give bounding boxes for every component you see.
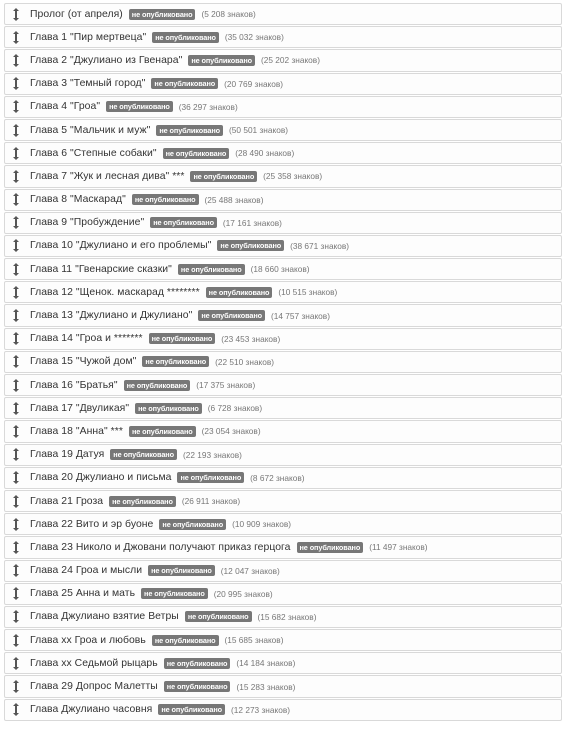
character-count: (35 032 знаков): [224, 32, 284, 43]
drag-handle-icon[interactable]: [12, 610, 20, 624]
chapter-title[interactable]: Глава 3 "Темный город": [30, 78, 146, 90]
status-badge: не опубликовано: [109, 496, 176, 507]
chapter-row-8[interactable]: [4, 165, 562, 187]
chapter-row-24[interactable]: [4, 536, 562, 558]
chapter-row-2[interactable]: [4, 26, 562, 48]
character-count: (17 375 знаков): [196, 380, 256, 391]
drag-handle-icon[interactable]: [12, 262, 20, 276]
drag-handle-icon[interactable]: [12, 680, 20, 694]
chapter-title[interactable]: Глава 2 "Джулиано из Гвенара": [30, 54, 183, 66]
status-badge: не опубликовано: [124, 380, 191, 391]
drag-handle-icon[interactable]: [12, 77, 20, 91]
character-count: (15 682 знаков): [257, 611, 317, 622]
chapter-title[interactable]: Глава 7 "Жук и лесная дива" ***: [30, 170, 185, 182]
status-badge: не опубликовано: [177, 472, 244, 483]
status-badge: не опубликовано: [158, 704, 225, 715]
drag-handle-icon[interactable]: [12, 656, 20, 670]
character-count: (20 995 знаков): [213, 588, 273, 599]
drag-handle-icon[interactable]: [12, 401, 20, 415]
drag-handle-icon[interactable]: [12, 633, 20, 647]
character-count: (20 769 знаков): [224, 78, 284, 89]
chapter-title[interactable]: Глава 25 Анна и мать: [30, 588, 136, 600]
chapter-title[interactable]: Глава 11 "Гвенарские сказки": [30, 263, 172, 275]
status-badge: не опубликовано: [178, 264, 245, 275]
chapter-row-1[interactable]: [4, 3, 562, 25]
chapter-row-13[interactable]: [4, 281, 562, 303]
character-count: (38 671 знаков): [290, 240, 350, 251]
chapter-row-17[interactable]: [4, 374, 562, 396]
chapter-title[interactable]: Глава 24 Гроа и мысли: [30, 565, 143, 577]
character-count: (10 515 знаков): [278, 287, 338, 298]
chapter-title[interactable]: Глава 5 "Мальчик и муж": [30, 124, 151, 136]
status-badge: не опубликовано: [129, 9, 196, 20]
status-badge: не опубликовано: [217, 240, 284, 251]
character-count: (8 672 знаков): [250, 472, 305, 483]
drag-handle-icon[interactable]: [12, 30, 20, 44]
chapter-title[interactable]: Глава 14 "Гроа и *******: [30, 333, 143, 345]
status-badge: не опубликовано: [142, 356, 209, 367]
chapter-title[interactable]: Глава 6 "Степные собаки": [30, 147, 157, 159]
character-count: (12 047 знаков): [220, 565, 280, 576]
chapter-row-14[interactable]: [4, 304, 562, 326]
character-count: (15 685 знаков): [224, 635, 284, 646]
chapter-row-25[interactable]: [4, 560, 562, 582]
chapter-row-26[interactable]: [4, 583, 562, 605]
status-badge: не опубликовано: [190, 171, 257, 182]
chapter-title[interactable]: Глава Джулиано взятие Ветры: [30, 611, 179, 623]
character-count: (10 909 знаков): [232, 519, 292, 530]
status-badge: не опубликовано: [110, 449, 177, 460]
drag-handle-icon[interactable]: [12, 309, 20, 323]
character-count: (5 208 знаков): [201, 9, 256, 20]
chapter-title[interactable]: Глава 29 Допрос Малетты: [30, 681, 158, 693]
status-badge: не опубликовано: [152, 32, 219, 43]
chapter-row-21[interactable]: [4, 467, 562, 489]
chapter-title[interactable]: Глава 4 "Гроа": [30, 101, 101, 113]
character-count: (14 757 знаков): [271, 310, 330, 321]
chapter-row-30[interactable]: [4, 675, 562, 697]
chapter-title[interactable]: Глава 16 "Братья": [30, 379, 118, 391]
character-count: (22 510 знаков): [215, 356, 275, 367]
status-badge: не опубликовано: [159, 519, 226, 530]
chapter-row-6[interactable]: [4, 119, 562, 141]
drag-handle-icon[interactable]: [12, 169, 20, 183]
chapter-title[interactable]: Глава 18 "Анна" ***: [30, 425, 123, 437]
chapter-row-4[interactable]: [4, 73, 562, 95]
chapter-title[interactable]: Глава 12 "Щенок. маскарад ********: [30, 286, 200, 298]
chapter-title[interactable]: Глава 17 "Двуликая": [30, 402, 130, 414]
chapter-title[interactable]: Глава 23 Николо и Джовани получают приказ герцога: [30, 541, 291, 553]
chapter-list: [4, 3, 562, 722]
drag-handle-icon[interactable]: [12, 471, 20, 485]
chapter-title[interactable]: Глава 8 "Маскарад": [30, 194, 126, 206]
status-badge: не опубликовано: [297, 542, 364, 553]
drag-handle-icon[interactable]: [12, 332, 20, 346]
status-badge: не опубликовано: [149, 333, 216, 344]
drag-handle-icon[interactable]: [12, 448, 20, 462]
drag-handle-icon[interactable]: [12, 7, 20, 21]
status-badge: не опубликовано: [152, 635, 219, 646]
chapter-row-23[interactable]: [4, 513, 562, 535]
status-badge: не опубликовано: [164, 658, 231, 669]
status-badge: не опубликовано: [163, 148, 230, 159]
drag-handle-icon[interactable]: [12, 193, 20, 207]
chapter-row-7[interactable]: [4, 142, 562, 164]
chapter-row-11[interactable]: [4, 235, 562, 257]
chapter-title[interactable]: Глава Джулиано часовня: [30, 704, 153, 716]
status-badge: не опубликовано: [198, 310, 265, 321]
status-badge: не опубликовано: [185, 611, 252, 622]
character-count: (26 911 знаков): [181, 496, 241, 507]
character-count: (14 184 знаков): [236, 658, 296, 669]
drag-handle-icon[interactable]: [12, 378, 20, 392]
drag-handle-icon[interactable]: [12, 517, 20, 531]
chapter-row-5[interactable]: [4, 96, 562, 118]
chapter-row-27[interactable]: [4, 606, 562, 628]
drag-handle-icon[interactable]: [12, 146, 20, 160]
chapter-title[interactable]: Пролог (от апреля): [30, 8, 123, 20]
chapter-row-12[interactable]: [4, 258, 562, 280]
character-count: (28 490 знаков): [235, 148, 295, 159]
chapter-row-3[interactable]: [4, 49, 562, 71]
status-badge: не опубликовано: [164, 681, 231, 692]
status-badge: не опубликовано: [206, 287, 273, 298]
chapter-row-20[interactable]: [4, 444, 562, 466]
drag-handle-icon[interactable]: [12, 424, 20, 438]
character-count: (50 501 знаков): [229, 125, 288, 136]
drag-handle-icon[interactable]: [12, 100, 20, 114]
chapter-title[interactable]: Глава хх Гроа и любовь: [30, 634, 146, 646]
drag-handle-icon[interactable]: [12, 703, 20, 717]
drag-handle-icon[interactable]: [12, 494, 20, 508]
status-badge: не опубликовано: [156, 125, 223, 136]
status-badge: не опубликовано: [188, 55, 255, 66]
chapter-row-18[interactable]: [4, 397, 562, 419]
drag-handle-icon[interactable]: [12, 216, 20, 230]
character-count: (23 453 знаков): [221, 333, 281, 344]
character-count: (18 660 знаков): [250, 264, 310, 275]
character-count: (25 358 знаков): [263, 171, 323, 182]
drag-handle-icon[interactable]: [12, 239, 20, 253]
status-badge: не опубликовано: [141, 588, 208, 599]
character-count: (36 297 знаков): [178, 101, 238, 112]
chapter-row-15[interactable]: [4, 328, 562, 350]
status-badge: не опубликовано: [151, 78, 218, 89]
chapter-title[interactable]: Глава 1 "Пир мертвеца": [30, 31, 147, 43]
drag-handle-icon[interactable]: [12, 355, 20, 369]
chapter-title[interactable]: Глава 15 "Чужой дом": [30, 356, 137, 368]
status-badge: не опубликовано: [129, 426, 196, 437]
character-count: (25 488 знаков): [204, 194, 264, 205]
character-count: (11 497 знаков): [369, 542, 428, 553]
status-badge: не опубликовано: [106, 101, 173, 112]
character-count: (6 728 знаков): [207, 403, 263, 414]
chapter-title[interactable]: Глава 9 "Пробуждение": [30, 217, 145, 229]
character-count: (22 193 знаков): [182, 449, 242, 460]
drag-handle-icon[interactable]: [12, 53, 20, 67]
chapter-title[interactable]: Глава 20 Джулиано и письма: [30, 472, 172, 484]
status-badge: не опубликовано: [150, 217, 217, 228]
drag-handle-icon[interactable]: [12, 587, 20, 601]
drag-handle-icon[interactable]: [12, 285, 20, 299]
chapter-row-28[interactable]: [4, 629, 562, 651]
drag-handle-icon[interactable]: [12, 540, 20, 554]
chapter-title[interactable]: Глава 19 Датуя: [30, 449, 105, 461]
chapter-title[interactable]: Глава хх Седьмой рыцарь: [30, 657, 158, 669]
status-badge: не опубликовано: [135, 403, 202, 414]
chapter-row-10[interactable]: [4, 212, 562, 234]
chapter-row-31[interactable]: [4, 699, 562, 721]
drag-handle-icon[interactable]: [12, 123, 20, 137]
chapter-row-16[interactable]: [4, 351, 562, 373]
chapter-title[interactable]: Глава 13 "Джулиано и Джулиано": [30, 310, 193, 322]
status-badge: не опубликовано: [132, 194, 199, 205]
chapter-row-9[interactable]: [4, 189, 562, 211]
chapter-title[interactable]: Глава 22 Вито и эр буоне: [30, 518, 154, 530]
status-badge: не опубликовано: [148, 565, 215, 576]
chapter-row-22[interactable]: [4, 490, 562, 512]
character-count: (12 273 знаков): [231, 704, 290, 715]
chapter-title[interactable]: Глава 10 "Джулиано и его проблемы": [30, 240, 212, 252]
chapter-row-29[interactable]: [4, 652, 562, 674]
character-count: (17 161 знаков): [222, 217, 282, 228]
character-count: (15 283 знаков): [236, 681, 296, 692]
drag-handle-icon[interactable]: [12, 564, 20, 578]
character-count: (25 202 знаков): [261, 55, 320, 66]
chapter-title[interactable]: Глава 21 Гроза: [30, 495, 104, 507]
chapter-row-19[interactable]: [4, 420, 562, 442]
character-count: (23 054 знаков): [201, 426, 261, 437]
